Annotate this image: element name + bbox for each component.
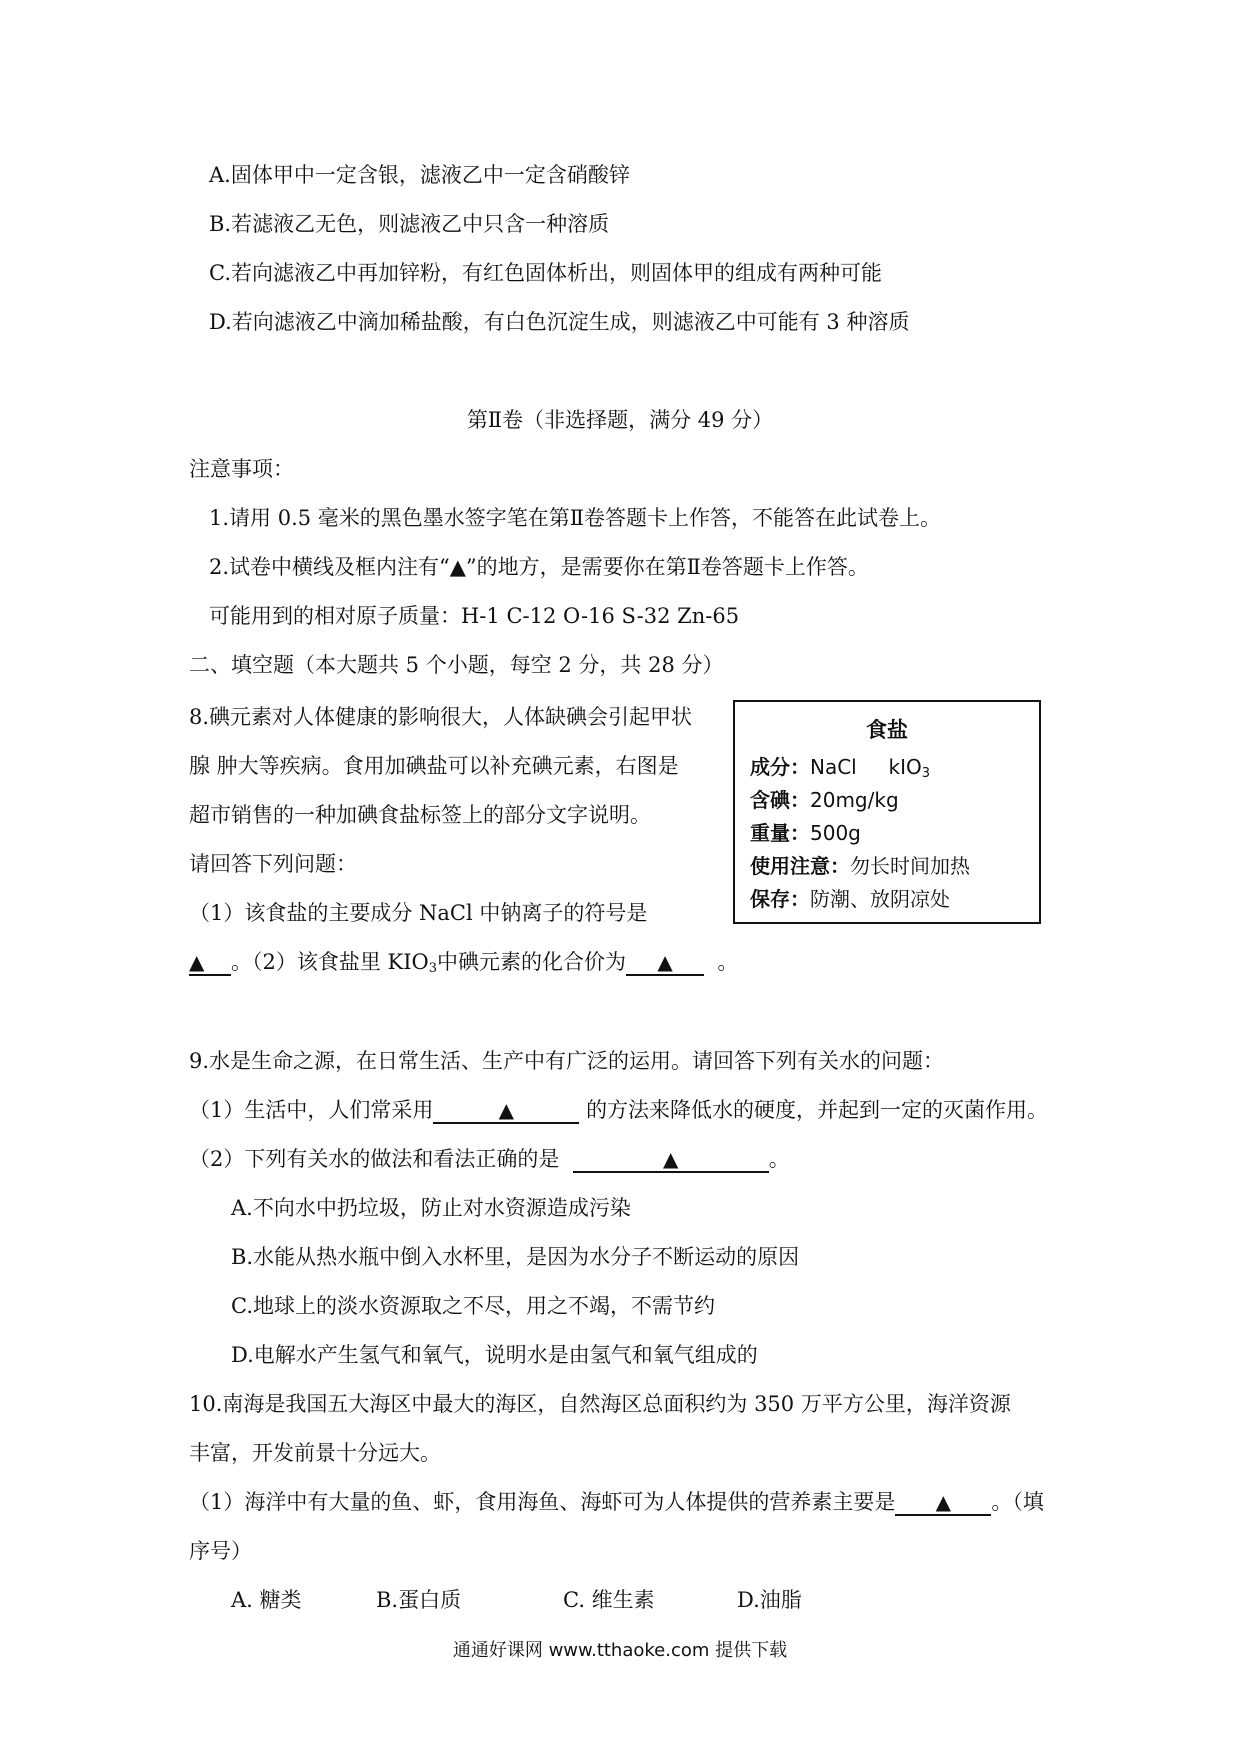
q10-line-1: 10.南海是我国五大海区中最大的海区，自然海区总面积约为 350 万平方公里，海洋资源 [189,1392,1011,1416]
q8-text: 中碘元素的化合价为 [437,950,627,974]
q7-option-d: D.若向滤液乙中滴加稀盐酸，有白色沉淀生成，则滤液乙中可能有 3 种溶质 [209,310,910,334]
q9-option-a: A.不向水中扔垃圾，防止对水资源造成污染 [231,1196,631,1220]
q8-line-5: （1）该食盐的主要成分 NaCl 中钠离子的符号是 [189,901,648,925]
answer-blank: ▲ [573,1147,769,1173]
salt-label-title: 食盐 [866,718,908,742]
label-value: NaCl kIO [810,755,922,779]
label-key: 使用注意： [750,854,850,878]
label-key: 保存： [750,887,810,911]
salt-iodine [750,784,899,813]
label-value: 防潮、放阴凉处 [810,887,950,911]
q9-part-2 [189,1145,790,1173]
q9-option-c: C.地球上的淡水资源取之不尽，用之不竭，不需节约 [231,1294,715,1318]
label-key: 含碘： [750,788,810,812]
q7-option-b: B.若滤液乙无色，则滤液乙中只含一种溶质 [209,212,610,236]
q10-text: 。（填 [991,1490,1044,1514]
salt-label-box [733,700,1041,924]
salt-weight [750,817,861,846]
q10-option-a: A. 糖类 [231,1588,302,1612]
q8-text: 。 [717,950,739,974]
salt-ingredients [750,751,930,781]
q10-option-b: B.蛋白质 [376,1588,462,1612]
q9-option-b: B.水能从热水瓶中倒入水杯里，是因为水分子不断运动的原因 [231,1245,800,1269]
q9-text: 的方法来降低水的硬度，并起到一定的灭菌作用。 [586,1098,1049,1122]
note-2: 2.试卷中横线及框内注有“▲”的地方，是需要你在第Ⅱ卷答题卡上作答。 [209,555,869,579]
section2-title: 第Ⅱ卷（非选择题，满分 49 分） [466,408,774,432]
salt-usage [750,850,970,879]
subscript: 3 [921,766,931,781]
q9-text: （1）生活中，人们常采用 [189,1098,434,1122]
answer-blank: ▲ [626,950,704,976]
q8-line-1: 8.碘元素对人体健康的影响很大，人体缺碘会引起甲状 [189,705,693,729]
label-key: 重量： [750,821,810,845]
label-key: 成分： [750,755,810,779]
q7-option-c: C.若向滤液乙中再加锌粉，有红色固体析出，则固体甲的组成有两种可能 [209,261,882,285]
answer-blank: ▲ [895,1490,991,1516]
q7-option-a: A.固体甲中一定含银，滤液乙中一定含硝酸锌 [209,163,630,187]
q10-option-c: C. 维生素 [563,1588,655,1612]
subscript: 3 [428,961,438,976]
answer-blank: ▲ [189,950,231,976]
q9-text: （2）下列有关水的做法和看法正确的是 [189,1147,560,1171]
q10-line-2: 丰富，开发前景十分远大。 [189,1441,441,1465]
q9-stem: 9.水是生命之源，在日常生活、生产中有广泛的运用。请回答下列有关水的问题： [189,1049,945,1073]
q10-part-1-cont: 序号） [189,1539,252,1563]
q10-part-1 [189,1488,1044,1516]
answer-blank: ▲ [433,1098,579,1124]
salt-storage [750,883,950,912]
page-footer: 通通好课网 www.tthaoke.com 提供下载 [452,1640,788,1661]
q8-line-2: 腺 肿大等疾病。食用加碘盐可以补充碘元素，右图是 [189,754,679,778]
q9-text: 。 [768,1147,790,1171]
note-1: 1.请用 0.5 毫米的黑色墨水签字笔在第Ⅱ卷答题卡上作答，不能答在此试卷上。 [209,506,942,530]
q8-line-4: 请回答下列问题： [189,852,357,876]
label-value: 500g [810,821,861,845]
q8-line-6 [189,948,738,983]
atomic-masses: 可能用到的相对原子质量：H-1 C-12 O-16 S-32 Zn-65 [209,604,740,628]
q9-part-1 [189,1096,1048,1124]
q10-option-d: D.油脂 [737,1588,802,1612]
q8-text: 。（2）该食盐里 KIO [231,950,429,974]
label-value: 20mg/kg [810,788,899,812]
label-value: 勿长时间加热 [850,854,970,878]
q8-line-3: 超市销售的一种加碘食盐标签上的部分文字说明。 [189,803,651,827]
notes-heading: 注意事项： [189,457,294,481]
q10-text: （1）海洋中有大量的鱼、虾，食用海鱼、海虾可为人体提供的营养素主要是 [189,1490,896,1514]
part-heading: 二、填空题（本大题共 5 个小题，每空 2 分，共 28 分） [189,653,724,677]
q9-option-d: D.电解水产生氢气和氧气，说明水是由氢气和氧气组成的 [231,1343,758,1367]
